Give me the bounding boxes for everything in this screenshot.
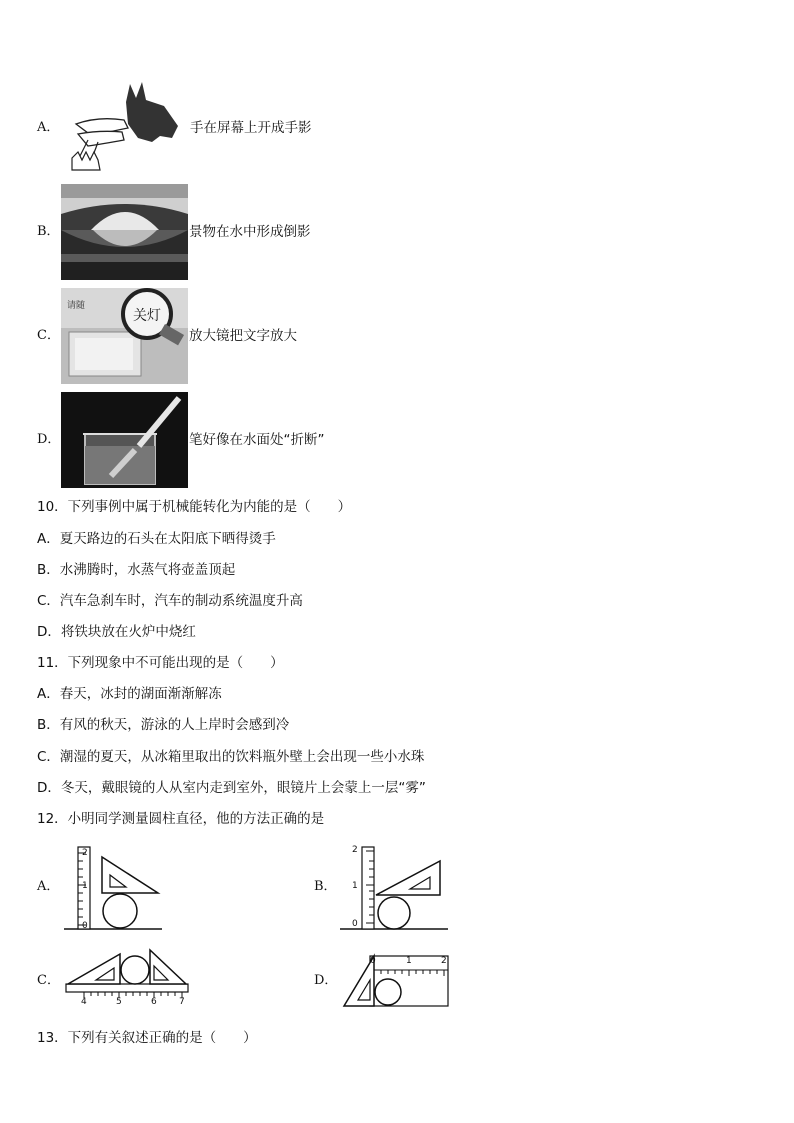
q13-stem: 13．下列有关叙述正确的是（ ） — [37, 1030, 257, 1046]
q12-option-b-letter: B． — [314, 879, 337, 894]
q10-option-c: C．汽车急刹车时，汽车的制动系统温度升高 — [37, 593, 303, 609]
q11-option-a: A．春天，冰封的湖面渐渐解冻 — [37, 686, 222, 702]
ruler-c-tick-4: 4 — [81, 997, 87, 1007]
q12-option-c-letter: C． — [37, 973, 60, 988]
q10-option-d: D．将铁块放在火炉中烧红 — [37, 624, 196, 640]
hand-shadow-icon — [68, 80, 186, 172]
ruler-b-tick-0: 0 — [352, 919, 358, 929]
q12-option-d-letter: D． — [314, 973, 338, 988]
diagram-c — [62, 946, 192, 1010]
ruler-b-tick-2: 2 — [352, 845, 358, 855]
ruler-a-tick-1: 1 — [82, 881, 88, 891]
q10-stem: 10．下列事例中属于机械能转化为内能的是（ ） — [37, 499, 352, 515]
diagram-b — [340, 843, 450, 931]
q9-option-d-text: 笔好像在水面处“折断” — [189, 432, 325, 448]
ruler-d-tick-2: 2 — [441, 956, 447, 966]
diagram-a — [64, 843, 164, 931]
svg-text:请随: 请随 — [67, 301, 86, 311]
ruler-c-tick-5: 5 — [116, 997, 122, 1007]
ruler-c-tick-6: 6 — [151, 997, 157, 1007]
q9-option-a-text: 手在屏幕上开成手影 — [190, 120, 312, 136]
pencil-in-water-photo — [61, 392, 188, 488]
magnifier-photo — [61, 288, 188, 384]
q11-stem: 11．下列现象中不可能出现的是（ ） — [37, 655, 284, 671]
q9-option-d-letter: D． — [37, 432, 61, 447]
q11-option-d: D．冬天，戴眼镜的人从室内走到室外，眼镜片上会蒙上一层“雾” — [37, 780, 426, 796]
q9-option-b-letter: B． — [37, 224, 60, 239]
q11-option-b: B．有风的秋天，游泳的人上岸时会感到冷 — [37, 717, 290, 733]
svg-text:关灯: 关灯 — [133, 308, 161, 324]
q11-option-c: C．潮湿的夏天，从冰箱里取出的饮料瓶外壁上会出现一些小水珠 — [37, 749, 425, 765]
q10-option-b: B．水沸腾时，水蒸气将壶盖顶起 — [37, 562, 236, 578]
ruler-b-tick-1: 1 — [352, 881, 358, 891]
q9-option-b-text: 景物在水中形成倒影 — [189, 224, 311, 240]
ruler-d-tick-1: 1 — [406, 956, 412, 966]
bridge-reflection-photo — [61, 184, 188, 280]
ruler-a-tick-2: 2 — [82, 848, 88, 858]
q9-option-c-letter: C． — [37, 328, 60, 343]
q10-option-a: A．夏天路边的石头在太阳底下晒得烫手 — [37, 531, 276, 547]
q12-stem: 12．小明同学测量圆柱直径，他的方法正确的是 — [37, 811, 325, 827]
ruler-d-tick-0: 0 — [370, 956, 376, 966]
ruler-a-tick-0: 0 — [82, 921, 88, 931]
q9-option-c-text: 放大镜把文字放大 — [189, 328, 297, 344]
q9-option-a-letter: A． — [37, 120, 60, 135]
diagram-d — [340, 950, 450, 1010]
q12-option-a-letter: A． — [37, 879, 60, 894]
ruler-c-tick-7: 7 — [179, 997, 185, 1007]
